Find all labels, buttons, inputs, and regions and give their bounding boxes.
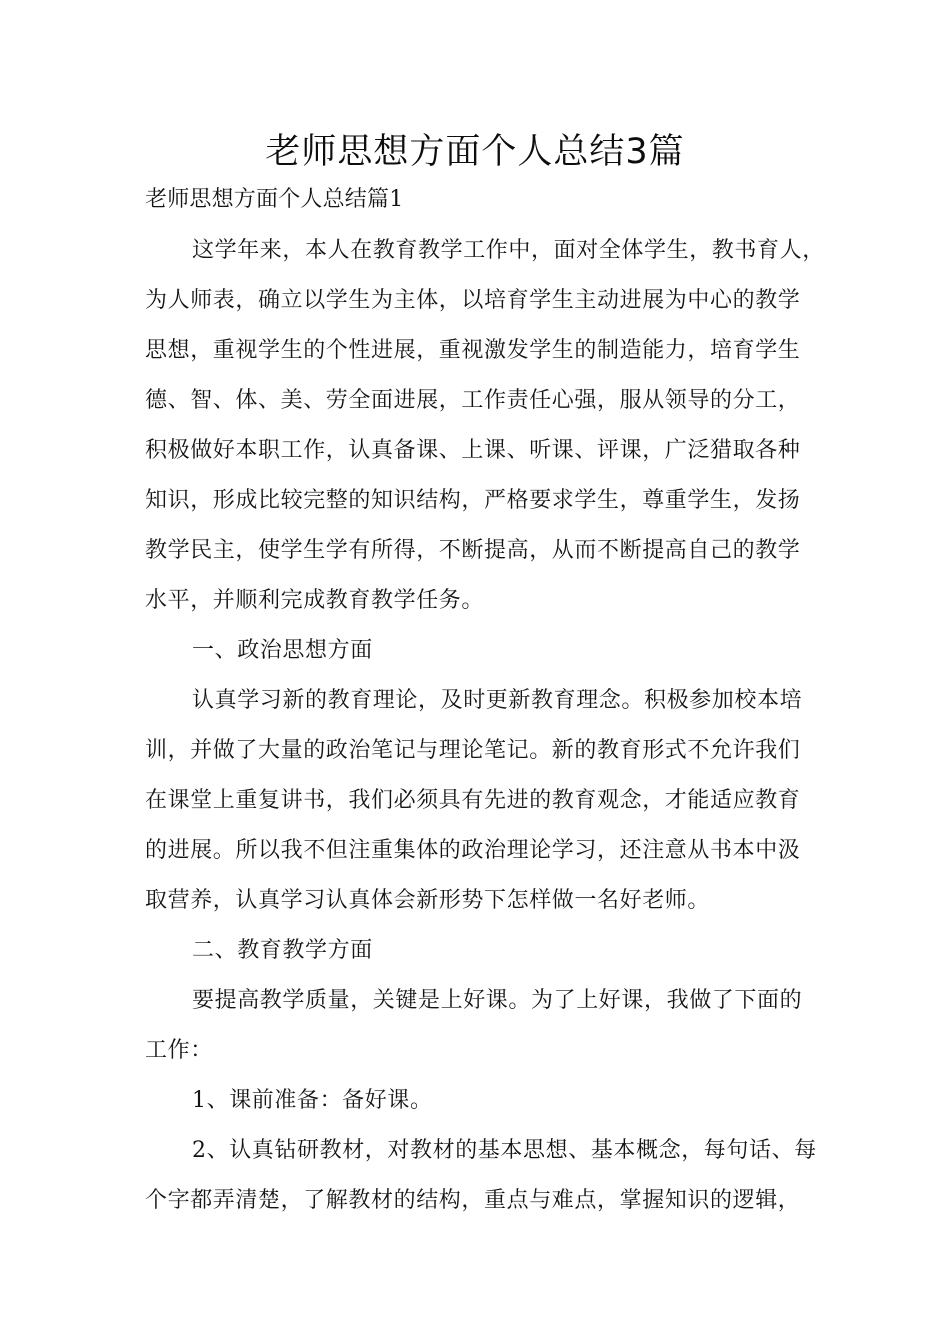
- list-item: 2、认真钻研教材，对教材的基本思想、基本概念，每句话、每: [192, 1138, 817, 1163]
- paragraph-line: 训，并做了大量的政治笔记与理论笔记。新的教育形式不允许我们: [145, 738, 801, 763]
- paragraph-line: 这学年来，本人在教育教学工作中，面对全体学生，教书育人，: [192, 238, 825, 263]
- paragraph-line: 水平，并顺利完成教育教学任务。: [145, 588, 485, 613]
- section-heading: 一、政治思想方面: [192, 638, 373, 663]
- list-item: 1、课前准备：备好课。: [192, 1088, 433, 1113]
- paragraph-line: 思想，重视学生的个性进展，重视激发学生的制造能力，培育学生: [145, 338, 801, 363]
- document-title: 老师思想方面个人总结3篇: [265, 132, 685, 172]
- paragraph-line: 取营养，认真学习认真体会新形势下怎样做一名好老师。: [145, 888, 711, 913]
- section-subtitle: 老师思想方面个人总结篇1: [145, 187, 404, 212]
- paragraph-line: 的进展。所以我不但注重集体的政治理论学习，还注意从书本中汲: [145, 838, 801, 863]
- paragraph-line: 在课堂上重复讲书，我们必须具有先进的教育观念，才能适应教育: [145, 788, 801, 813]
- paragraph-line: 认真学习新的教育理论，及时更新教育理念。积极参加校本培: [192, 688, 803, 713]
- paragraph-line: 为人师表，确立以学生为主体，以培育学生主动进展为中心的教学: [145, 288, 801, 313]
- paragraph-line: 教学民主，使学生学有所得，不断提高，从而不断提高自己的教学: [145, 538, 801, 563]
- paragraph-line: 要提高教学质量，关键是上好课。为了上好课，我做了下面的: [192, 988, 803, 1013]
- paragraph-line: 个字都弄清楚，了解教材的结构，重点与难点，掌握知识的逻辑，: [145, 1188, 801, 1213]
- section-heading: 二、教育教学方面: [192, 938, 373, 963]
- paragraph-line: 知识，形成比较完整的知识结构，严格要求学生，尊重学生，发扬: [145, 488, 801, 513]
- paragraph-line: 积极做好本职工作，认真备课、上课、听课、评课，广泛猎取各种: [145, 438, 801, 463]
- paragraph-line: 工作：: [145, 1038, 213, 1063]
- paragraph-line: 德、智、体、美、劳全面进展，工作责任心强，服从领导的分工，: [145, 388, 801, 413]
